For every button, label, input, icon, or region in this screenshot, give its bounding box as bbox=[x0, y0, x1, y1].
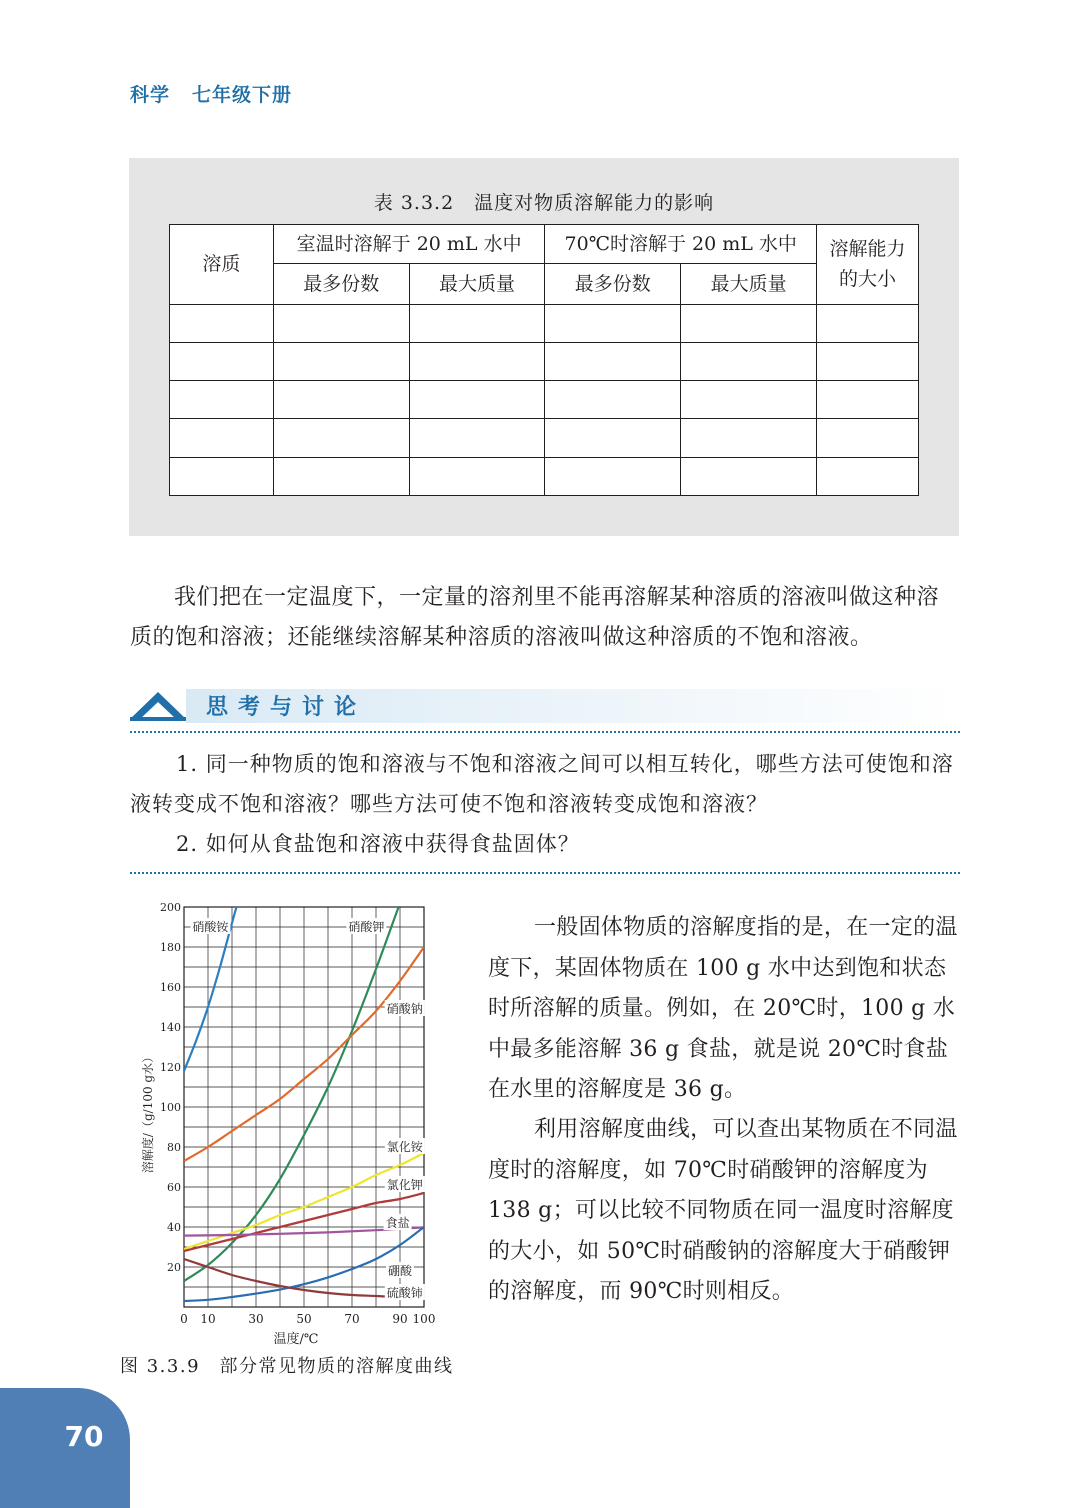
y-tick-label: 200 bbox=[160, 901, 181, 914]
y-tick-label: 20 bbox=[167, 1261, 181, 1274]
header-room-mass: 最大质量 bbox=[409, 264, 545, 304]
solubility-definition: 一般固体物质的溶解度指的是，在一定的温度下，某固体物质在 100 g 水中达到饱和状态时所溶解的质量。例如，在 20℃时，100 g 水中最多能溶解 36 g 食盐，就是说 20℃时食盐在水里的溶解度是 36 g。 bbox=[488, 915, 958, 1102]
series-label: 硼酸 bbox=[387, 1264, 413, 1278]
header-room-parts: 最多份数 bbox=[273, 264, 409, 304]
x-tick-label: 100 bbox=[412, 1312, 436, 1326]
y-tick-label: 40 bbox=[167, 1221, 181, 1234]
y-tick-label: 180 bbox=[160, 941, 181, 954]
page-header bbox=[130, 80, 292, 107]
header-room-temp: 室温时溶解于 20 mL 水中 bbox=[273, 225, 545, 264]
y-tick-label: 100 bbox=[160, 1101, 181, 1114]
series-label: 硝酸钾 bbox=[348, 920, 385, 934]
experiment-table bbox=[169, 224, 919, 496]
header-ability: 溶解能力的大小 bbox=[817, 225, 919, 305]
question-2: 2. 如何从食盐饱和溶液中获得食盐固体？ bbox=[176, 832, 580, 856]
divider bbox=[130, 872, 960, 874]
table-row bbox=[170, 381, 919, 419]
series-label: 硝酸钠 bbox=[386, 1002, 423, 1016]
series-label: 硝酸铵 bbox=[192, 920, 229, 934]
x-tick-label: 30 bbox=[248, 1312, 264, 1326]
table-panel bbox=[129, 158, 959, 536]
table-row bbox=[170, 304, 919, 342]
x-tick-label: 70 bbox=[344, 1312, 360, 1326]
chevron-up-icon bbox=[130, 686, 186, 726]
y-tick-label: 120 bbox=[160, 1061, 181, 1074]
header-hot-mass: 最大质量 bbox=[681, 264, 817, 304]
y-tick-label: 160 bbox=[160, 981, 181, 994]
header-subject: 科学 bbox=[130, 84, 171, 106]
y-axis-label: 溶解度/（g/100 g水） bbox=[141, 1050, 155, 1174]
table-row bbox=[170, 342, 919, 380]
series-label: 硫酸铈 bbox=[386, 1286, 423, 1300]
figure-caption: 图 3.3.9 部分常见物质的溶解度曲线 bbox=[120, 1356, 454, 1377]
table-caption: 表 3.3.2 温度对物质溶解能力的影响 bbox=[373, 192, 715, 214]
header-grade: 七年级下册 bbox=[192, 84, 293, 106]
series-label: 食盐 bbox=[385, 1216, 410, 1230]
series-label: 氯化钾 bbox=[386, 1178, 423, 1192]
discussion-heading bbox=[130, 686, 960, 726]
solubility-chart-svg bbox=[130, 895, 440, 1345]
y-tick-label: 60 bbox=[167, 1181, 181, 1194]
y-tick-label: 140 bbox=[160, 1021, 181, 1034]
divider bbox=[130, 731, 960, 733]
x-axis-label: 温度/℃ bbox=[273, 1332, 319, 1345]
header-solute: 溶质 bbox=[170, 225, 274, 305]
series-label: 氯化铵 bbox=[386, 1140, 423, 1154]
page-number: 70 bbox=[64, 1420, 104, 1453]
table-row bbox=[170, 419, 919, 457]
header-hot-parts: 最多份数 bbox=[545, 264, 681, 304]
definition-paragraph: 我们把在一定温度下，一定量的溶剂里不能再溶解某种溶质的溶液叫做这种溶质的饱和溶液；还能继续溶解某种溶质的溶液叫做这种溶质的不饱和溶液。 bbox=[130, 585, 940, 650]
question-1: 1. 同一种物质的饱和溶液与不饱和溶液之间可以相互转化，哪些方法可使饱和溶液转变成不饱和溶液？哪些方法可使不饱和溶液转变成饱和溶液？ bbox=[130, 752, 954, 816]
x-tick-label: 0 bbox=[180, 1312, 188, 1326]
x-tick-label: 10 bbox=[200, 1312, 216, 1326]
discussion-title: 思考与讨论 bbox=[206, 695, 367, 720]
x-tick-label: 90 bbox=[392, 1312, 408, 1326]
header-70c: 70℃时溶解于 20 mL 水中 bbox=[545, 225, 817, 264]
x-tick-label: 50 bbox=[296, 1312, 312, 1326]
table-row bbox=[170, 457, 919, 495]
solubility-chart bbox=[130, 895, 440, 1345]
curve-usage: 利用溶解度曲线，可以查出某物质在不同温度时的溶解度，如 70℃时硝酸钾的溶解度为 138 g；可以比较不同物质在同一温度时溶解度的大小，如 50℃时硝酸钠的溶解度大于硝酸钾的溶解度，而 90℃时则相反。 bbox=[488, 1117, 958, 1304]
y-tick-label: 80 bbox=[167, 1141, 181, 1154]
